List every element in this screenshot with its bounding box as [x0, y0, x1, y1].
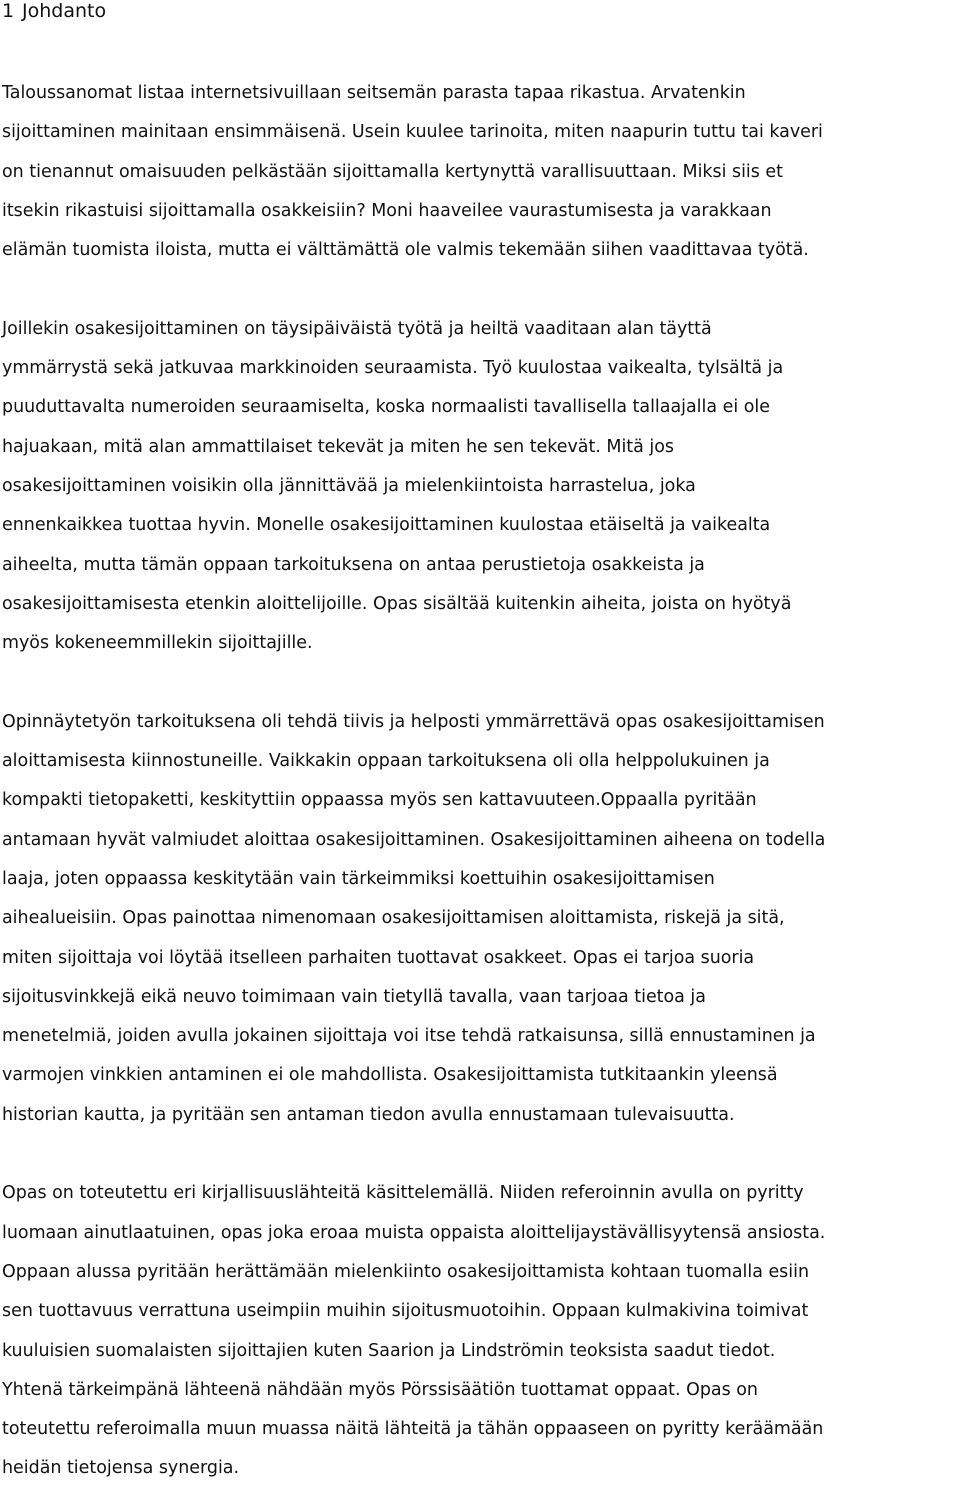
text-line: miten sijoittaja voi löytää itselleen parhaiten tuottavat osakkeet. Opas ei tarjoa suoria [2, 947, 755, 968]
text-line: luomaan ainutlaatuinen, opas joka eroaa muista oppaista aloittelijaystävällisyytensä ansiosta. [2, 1222, 826, 1243]
text-line: sijoitusvinkkejä eikä neuvo toimimaan vain tietyllä tavalla, vaan tarjoaa tietoa ja [2, 986, 706, 1007]
text-line: aiheelta, mutta tämän oppaan tarkoituksena on antaa perustietoja osakkeista ja [2, 554, 705, 575]
text-line: on tienannut omaisuuden pelkästään sijoittamalla kertynyttä varallisuuttaan. Miksi siis et [2, 161, 783, 182]
text-line: aihealueisiin. Opas painottaa nimenomaan osakesijoittamisen aloittamista, riskejä ja sitä, [2, 908, 785, 929]
paragraph-3 [2, 703, 960, 1135]
text-line: Yhtenä tärkeimpänä lähteenä nähdään myös Pörssisäätiön tuottamat oppaat. Opas on [2, 1379, 758, 1400]
text-line: puuduttavalta numeroiden seuraamiselta, koska normaalisti tavallisella tallaajalla ei ole [2, 397, 770, 418]
paragraph-2 [2, 310, 960, 664]
text-line: sijoittaminen mainitaan ensimmäisenä. Usein kuulee tarinoita, miten naapurin tuttu tai kaveri [2, 122, 823, 143]
text-line: Opinnäytetyön tarkoituksena oli tehdä tiivis ja helposti ymmärrettävä opas osakesijoittamisen [2, 711, 825, 732]
text-line: heidän tietojensa synergia. [2, 1458, 240, 1479]
text-line: itsekin rikastuisi sijoittamalla osakkeisiin? Moni haaveilee vaurastumisesta ja varakkaan [2, 200, 772, 221]
text-line: sen tuottavuus verrattuna useimpiin muihin sijoitusmuotoihin. Oppaan kulmakivina toimivat [2, 1301, 809, 1322]
text-line: kompakti tietopaketti, keskityttiin oppaassa myös sen kattavuuteen.Oppaalla pyritään [2, 790, 757, 811]
text-line: elämän tuomista iloista, mutta ei välttämättä ole valmis tekemään siihen vaadittavaa työtä. [2, 240, 809, 261]
section-number: 1 [2, 0, 15, 22]
text-line: toteutettu referoimalla muun muassa näitä lähteitä ja tähän oppaaseen on pyritty keräämään [2, 1419, 824, 1440]
section-title: Johdanto [22, 0, 107, 22]
text-line: myös kokeneemmillekin sijoittajille. [2, 633, 313, 654]
text-line: osakesijoittaminen voisikin olla jännittävää ja mielenkiintoista harrastelua, joka [2, 475, 696, 496]
text-line: Taloussanomat listaa internetsivuillaan seitsemän parasta tapaa rikastua. Arvatenkin [2, 83, 746, 103]
body-text [2, 74, 960, 1489]
text-line: ennenkaikkea tuottaa hyvin. Monelle osakesijoittaminen kuulostaa etäiseltä ja vaikealta [2, 515, 771, 536]
section-heading [2, 0, 960, 24]
paragraph-4 [2, 1174, 960, 1488]
text-line: Oppaan alussa pyritään herättämään mielenkiinto osakesijoittamista kohtaan tuomalla esiin [2, 1261, 810, 1282]
text-line: osakesijoittamisesta etenkin aloittelijoille. Opas sisältää kuitenkin aiheita, joista on hyötyä [2, 593, 792, 614]
text-line: menetelmiä, joiden avulla jokainen sijoittaja voi itse tehdä ratkaisunsa, sillä ennustaminen ja [2, 1026, 816, 1047]
text-line: hajuakaan, mitä alan ammattilaiset tekevät ja miten he sen tekevät. Mitä jos [2, 436, 674, 457]
text-line: laaja, joten oppaassa keskitytään vain tärkeimmiksi koettuihin osakesijoittamisen [2, 868, 715, 889]
text-line: Joillekin osakesijoittaminen on täysipäiväistä työtä ja heiltä vaaditaan alan täyttä [2, 318, 712, 339]
paragraph-1 [2, 74, 960, 270]
text-line: aloittamisesta kiinnostuneille. Vaikkakin oppaan tarkoituksena oli olla helppolukuinen ja [2, 751, 770, 772]
text-line: ymmärrystä sekä jatkuvaa markkinoiden seuraamista. Työ kuulostaa vaikealta, tylsältä ja [2, 358, 784, 379]
text-line: historian kautta, ja pyritään sen antaman tiedon avulla ennustamaan tulevaisuutta. [2, 1104, 735, 1125]
text-line: Opas on toteutettu eri kirjallisuuslähteitä käsittelemällä. Niiden referoinnin avulla on pyritty [2, 1183, 804, 1204]
text-line: kuuluisien suomalaisten sijoittajien kuten Saarion ja Lindströmin teoksista saadut tiedot. [2, 1340, 776, 1361]
text-line: antamaan hyvät valmiudet aloittaa osakesijoittaminen. Osakesijoittaminen aiheena on todella [2, 829, 826, 850]
text-line: varmojen vinkkien antaminen ei ole mahdollista. Osakesijoittamista tutkitaankin yleensä [2, 1065, 778, 1086]
